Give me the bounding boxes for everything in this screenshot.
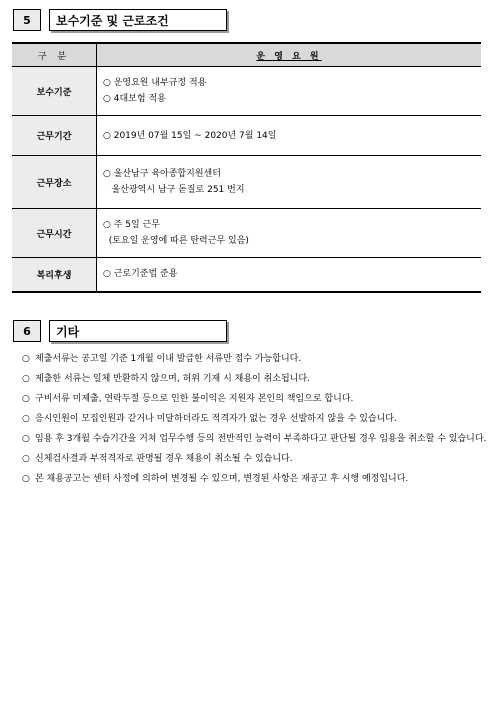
- list-item: [22, 429, 492, 449]
- conditions-table: [12, 42, 481, 293]
- list-item: [22, 389, 492, 409]
- row-content: [97, 258, 482, 292]
- list-item: [22, 369, 492, 389]
- row-content: [97, 156, 482, 209]
- row-line: 울산광역시 남구 돋질로 251 번지: [103, 185, 245, 195]
- row-line: ○ 2019년 07월 15일 ~ 2020년 7월 14일: [103, 130, 277, 141]
- row-label: 근무기간: [12, 116, 97, 156]
- list-item: [22, 349, 492, 369]
- table-row: [12, 156, 481, 209]
- row-label: 근무시간: [12, 209, 97, 258]
- row-label: 보수기준: [12, 67, 97, 116]
- row-content: [97, 67, 482, 116]
- header-label-cell: 구 분: [12, 43, 97, 67]
- row-label: 근무장소: [12, 156, 97, 209]
- table-row: [12, 116, 481, 156]
- list-item-text: 구비서류 미제출, 연락두절 등으로 인한 불이익은 지원자 본인의 책임으로 합니다.: [35, 394, 354, 404]
- table-header-row: [12, 43, 481, 67]
- row-line: (토요일 운영에 따른 탄력근무 있음): [103, 236, 249, 246]
- row-line: ○ 울산남구 육아종합지원센터: [103, 169, 221, 179]
- list-item-text: 응시인원이 모집인원과 같거나 미달하더라도 적격자가 없는 경우 선발하지 않을 수 있습니다.: [35, 414, 397, 424]
- section-number: 6: [13, 320, 41, 342]
- table-row: [12, 258, 481, 292]
- circle-bullet-icon: ○: [22, 354, 30, 364]
- section-number: 5: [13, 9, 41, 31]
- row-line: ○ 4대보험 적용: [103, 94, 166, 104]
- circle-bullet-icon: ○: [22, 374, 30, 384]
- list-item: [22, 409, 492, 429]
- row-content: [97, 209, 482, 258]
- table-row: [12, 67, 481, 116]
- list-item: [22, 469, 492, 489]
- section-6-header: [13, 320, 227, 342]
- section-5-header: [13, 9, 227, 31]
- circle-bullet-icon: ○: [22, 394, 30, 404]
- notes-list: [22, 349, 492, 489]
- list-item-text: 신체검사결과 부적격자로 판명될 경우 채용이 취소될 수 있습니다.: [35, 454, 293, 464]
- header-content-cell: 운 영 요 원: [97, 43, 482, 67]
- row-line: ○ 운영요원 내부규정 적용: [103, 78, 207, 88]
- row-content: [97, 116, 482, 156]
- list-item: [22, 449, 492, 469]
- circle-bullet-icon: ○: [22, 454, 30, 464]
- section-title: 기타: [49, 320, 227, 342]
- circle-bullet-icon: ○: [22, 414, 30, 424]
- table-row: [12, 209, 481, 258]
- list-item-text: 제출서류는 공고일 기준 1개월 이내 발급한 서류만 접수 가능합니다.: [35, 354, 302, 364]
- row-label: 복리후생: [12, 258, 97, 292]
- circle-bullet-icon: ○: [22, 474, 30, 484]
- list-item-text: 본 채용공고는 센터 사정에 의하여 변경될 수 있으며, 변경된 사항은 재공고 후 시행 예정입니다.: [35, 474, 409, 484]
- list-item-text: 제출한 서류는 일체 반환하지 않으며, 허위 기재 시 채용이 취소됩니다.: [35, 374, 310, 384]
- section-title: 보수기준 및 근로조건: [49, 9, 227, 31]
- circle-bullet-icon: ○: [22, 434, 30, 444]
- row-line: ○ 주 5일 근무: [103, 220, 160, 230]
- list-item-text: 임용 후 3개월 수습기간을 거쳐 업무수행 등의 전반적인 능력이 부족하다고 판단될 경우 임용을 취소할 수 있습니다.: [35, 434, 487, 444]
- row-line: ○ 근로기준법 준용: [103, 269, 178, 280]
